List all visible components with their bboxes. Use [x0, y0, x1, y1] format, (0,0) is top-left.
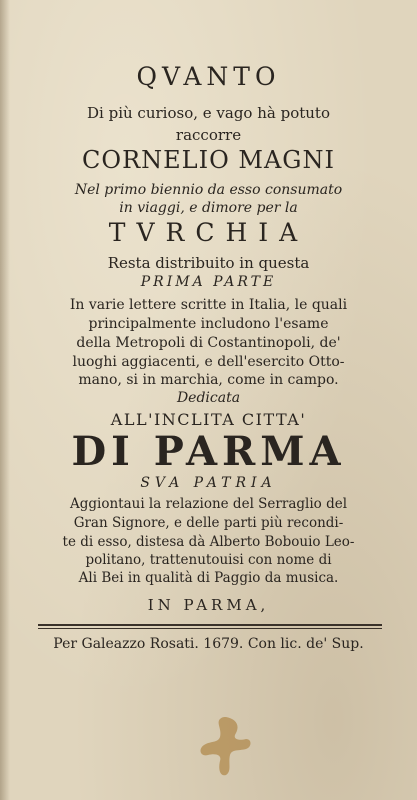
title-turchia: TVRCHIA: [108, 218, 309, 247]
place-of-printing: IN PARMA,: [147, 596, 270, 614]
author-name: CORNELIO MAGNI: [82, 146, 335, 174]
body-line-1: In varie lettere scritte in Italia, le quali: [69, 297, 348, 313]
line-sua-patria: SVA PATRIA: [140, 475, 277, 491]
appendix-line-3: te di esso, distesa dà Alberto Bobouio Leo-: [62, 534, 355, 550]
title-line-di-piu: Di più curioso, e vago hà potuto: [87, 104, 330, 122]
line-dedicata: Dedicata: [176, 390, 241, 406]
subtitle-line-in-viaggi: in viaggi, e dimore per la: [119, 200, 298, 216]
double-rule-bottom: [38, 628, 382, 629]
title-line-raccorre: raccorre: [175, 126, 242, 144]
imprint-line: Per Galeazzo Rosati. 1679. Con lic. de' Sup.: [53, 636, 364, 652]
title-line-quanto: QVANTO: [136, 62, 281, 91]
body-line-5: mano, si in marchia, come in campo.: [78, 372, 339, 388]
body-line-4: luoghi aggiacenti, e dell'esercito Otto-: [72, 354, 345, 370]
appendix-line-4: politano, trattenutouisi con nome di: [85, 552, 332, 568]
subtitle-line-nel: Nel primo biennio da esso consumato: [74, 182, 343, 198]
appendix-line-5: Ali Bei in qualità di Paggio da musica.: [78, 570, 339, 586]
heading-di-parma: DI PARMA: [71, 428, 346, 475]
appendix-line-2: Gran Signore, e delle parti più recondi-: [73, 515, 344, 531]
ink-stain-mark: [196, 715, 254, 777]
appendix-line-1: Aggiontaui la relazione del Serraglio del: [69, 496, 348, 512]
body-line-2: principalmente includono l'esame: [88, 316, 329, 332]
double-rule-top: [38, 624, 382, 626]
line-prima-parte: PRIMA PARTE: [140, 274, 277, 290]
body-line-3: della Metropoli di Costantinopoli, de': [76, 335, 341, 351]
line-resta: Resta distribuito in questa: [107, 254, 310, 272]
line-all-inclita-citta: ALL'INCLITA CITTA': [110, 410, 307, 429]
